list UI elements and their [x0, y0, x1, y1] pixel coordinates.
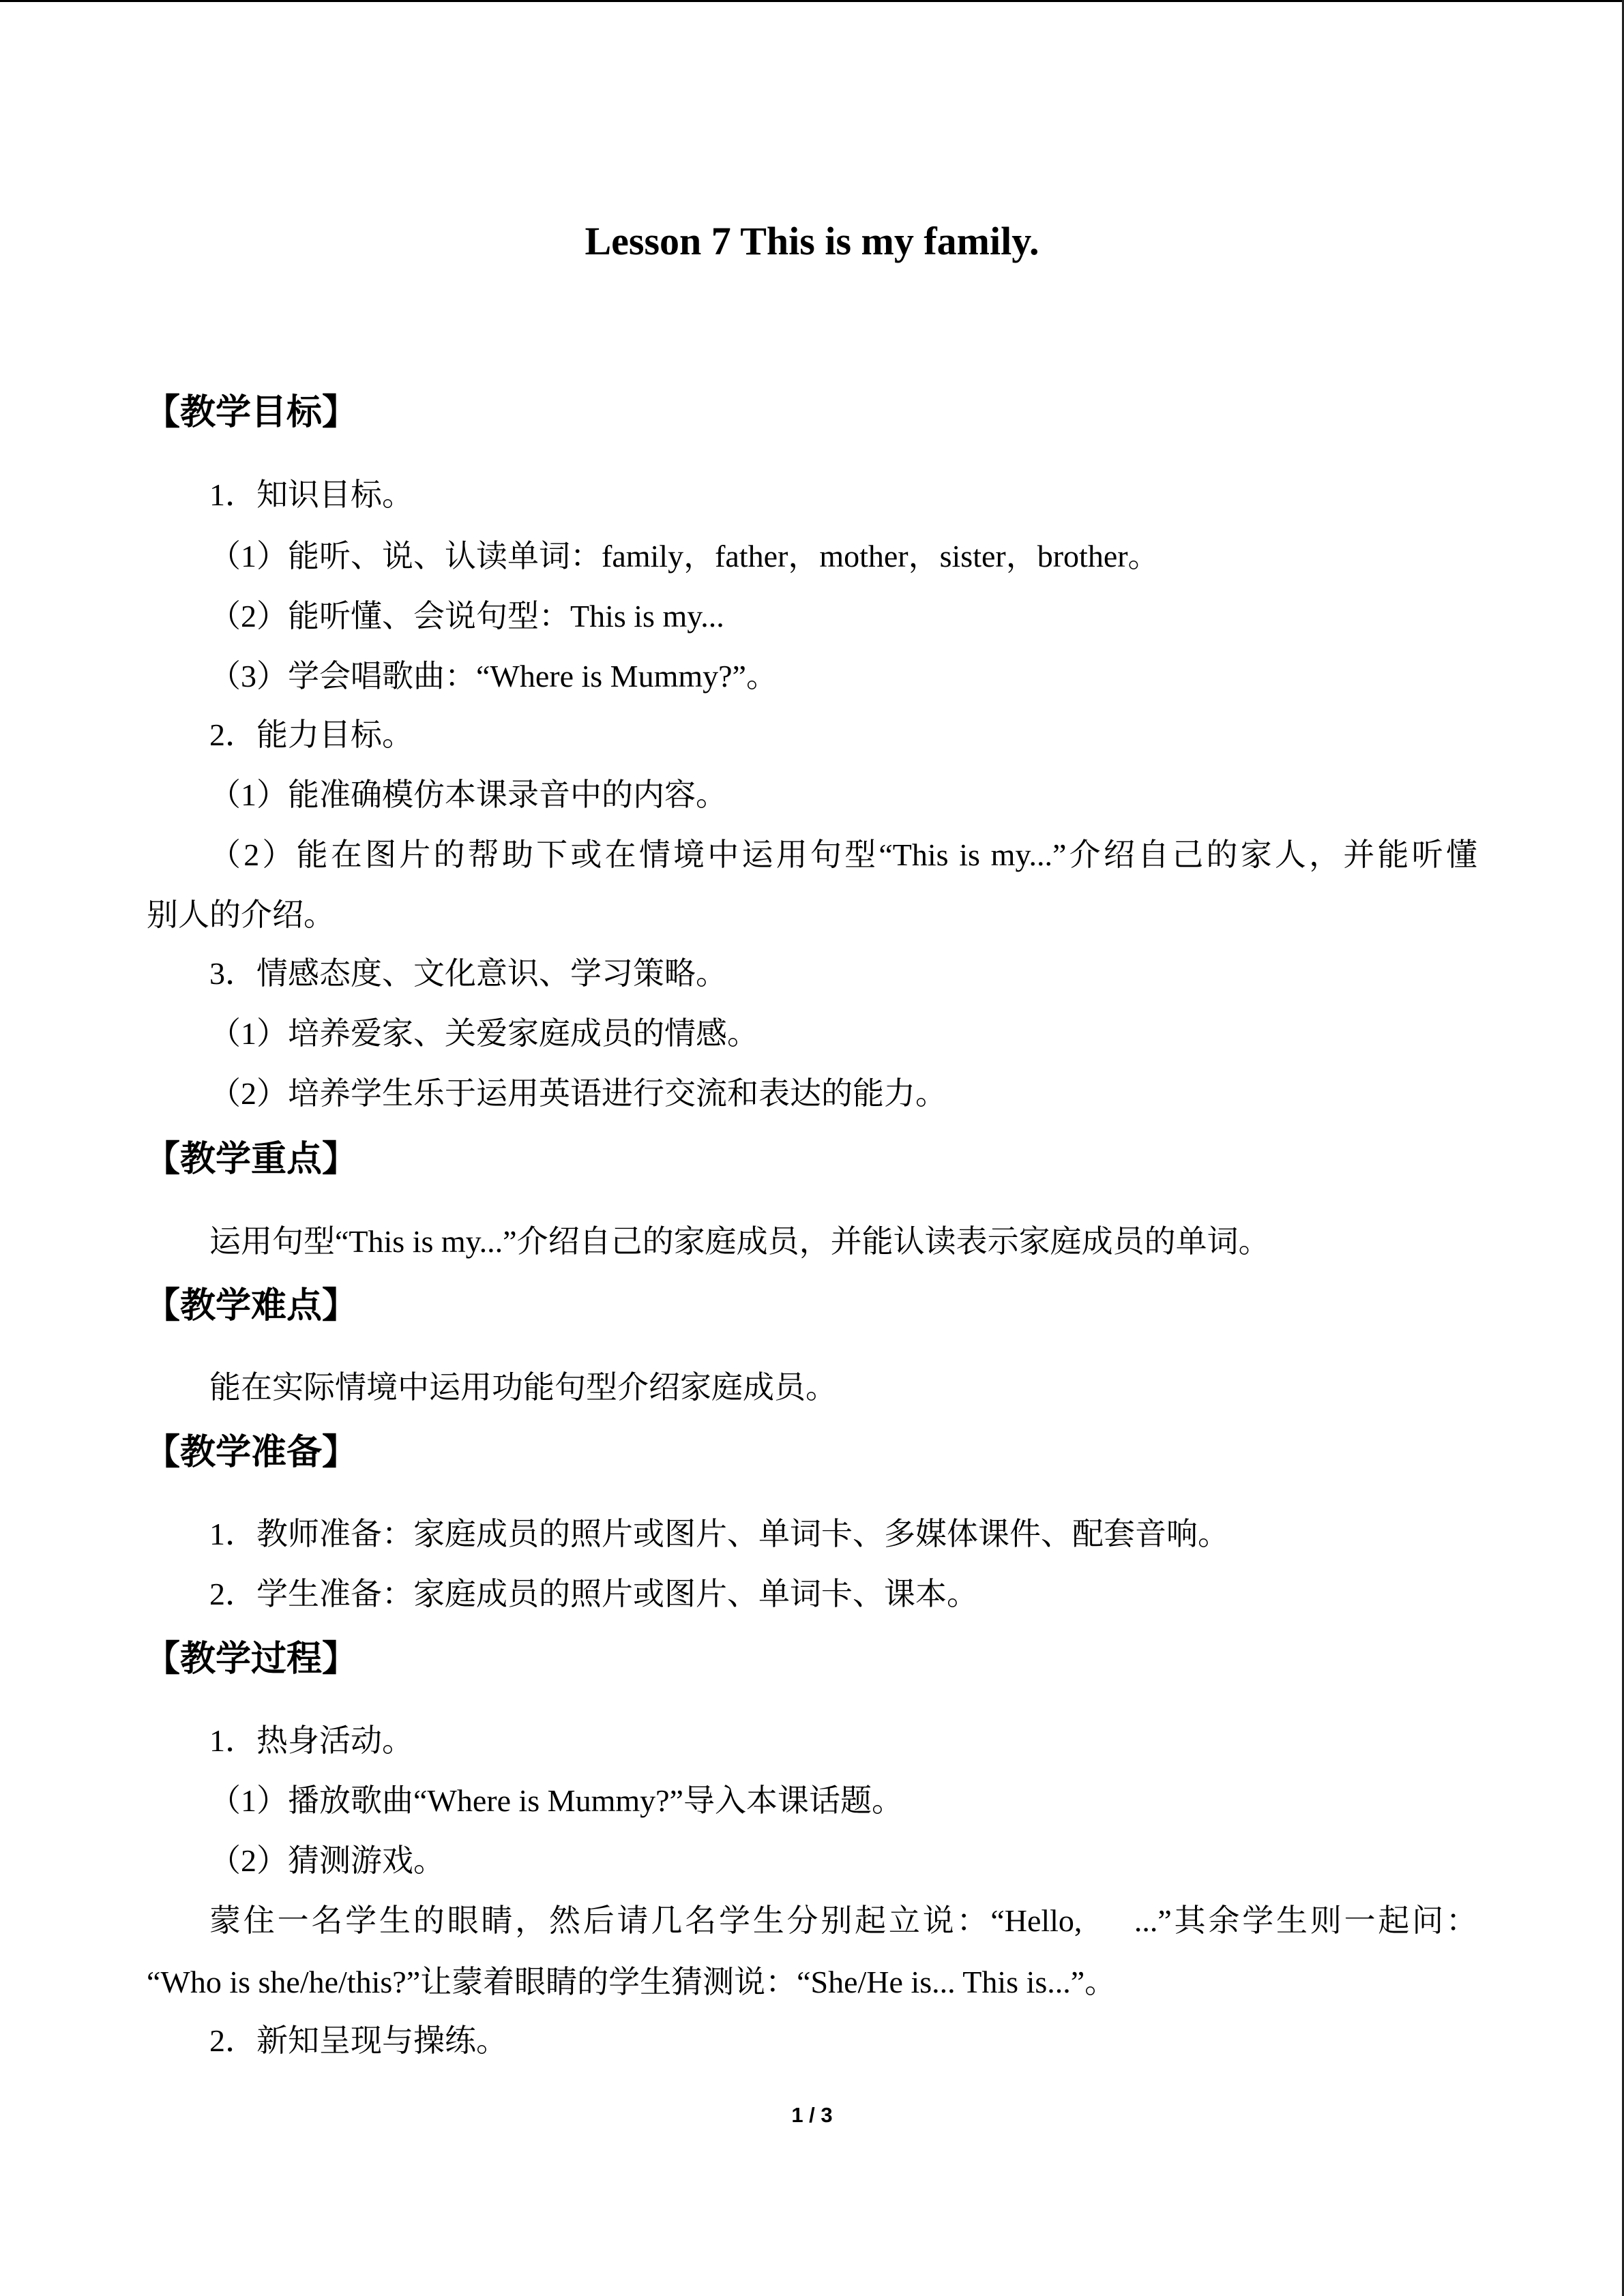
heading-teaching-process: 【教学过程】	[145, 1639, 358, 1680]
paragraph-line: 1．热身活动。	[209, 1723, 413, 1758]
page-border-top	[0, 0, 1624, 2]
heading-key-points: 【教学重点】	[145, 1139, 358, 1180]
document-title: Lesson 7 This is my family.	[585, 219, 1039, 263]
paragraph-line: （1）能准确模仿本课录音中的内容。	[209, 777, 727, 812]
paragraph-line: “Who is she/he/this?”让蒙着眼睛的学生猜测说：“She/He is... This is...”。	[147, 1965, 1117, 1999]
paragraph-line: （1）播放歌曲“Where is Mummy?”导入本课话题。	[209, 1783, 903, 1818]
paragraph-line: 1．知识目标。	[209, 477, 413, 512]
paragraph-line: （1）能听、说、认读单词：family，father，mother，sister，brother。	[209, 539, 1160, 573]
paragraph-line: （3）学会唱歌曲：“Where is Mummy?”。	[209, 659, 778, 694]
paragraph-line: （1）培养爱家、关爱家庭成员的情感。	[209, 1016, 758, 1051]
paragraph-line: （2）能在图片的帮助下或在情境中运用句型“This is my...”介绍自己的家人，并能听懂	[209, 837, 1477, 872]
paragraph-line: 别人的介绍。	[147, 897, 335, 932]
paragraph-line: 蒙住一名学生的眼睛，然后请几名学生分别起立说：“Hello, ...”其余学生则一起问：	[209, 1903, 1477, 1938]
paragraph-line: 能在实际情境中运用功能句型介绍家庭成员。	[209, 1370, 837, 1405]
paragraph-line: 1．教师准备：家庭成员的照片或图片、单词卡、多媒体课件、配套音响。	[209, 1517, 1229, 1551]
paragraph-line: 运用句型“This is my...”介绍自己的家庭成员，并能认读表示家庭成员的单词。	[209, 1224, 1270, 1259]
heading-difficult-points: 【教学难点】	[145, 1285, 358, 1326]
paragraph-line: 2．能力目标。	[209, 717, 413, 752]
paragraph-line: （2）培养学生乐于运用英语进行交流和表达的能力。	[209, 1076, 947, 1111]
paragraph-line: 2．学生准备：家庭成员的照片或图片、单词卡、课本。	[209, 1577, 978, 1611]
paragraph-line: （2）能听懂、会说句型：This is my...	[209, 599, 724, 633]
paragraph-line: 2．新知呈现与操练。	[209, 2023, 507, 2058]
heading-teaching-objectives: 【教学目标】	[145, 392, 358, 433]
heading-teaching-preparation: 【教学准备】	[145, 1432, 358, 1473]
page-number: 1 / 3	[791, 2103, 833, 2127]
paragraph-line: （2）猜测游戏。	[209, 1843, 445, 1878]
paragraph-line: 3．情感态度、文化意识、学习策略。	[209, 956, 727, 991]
